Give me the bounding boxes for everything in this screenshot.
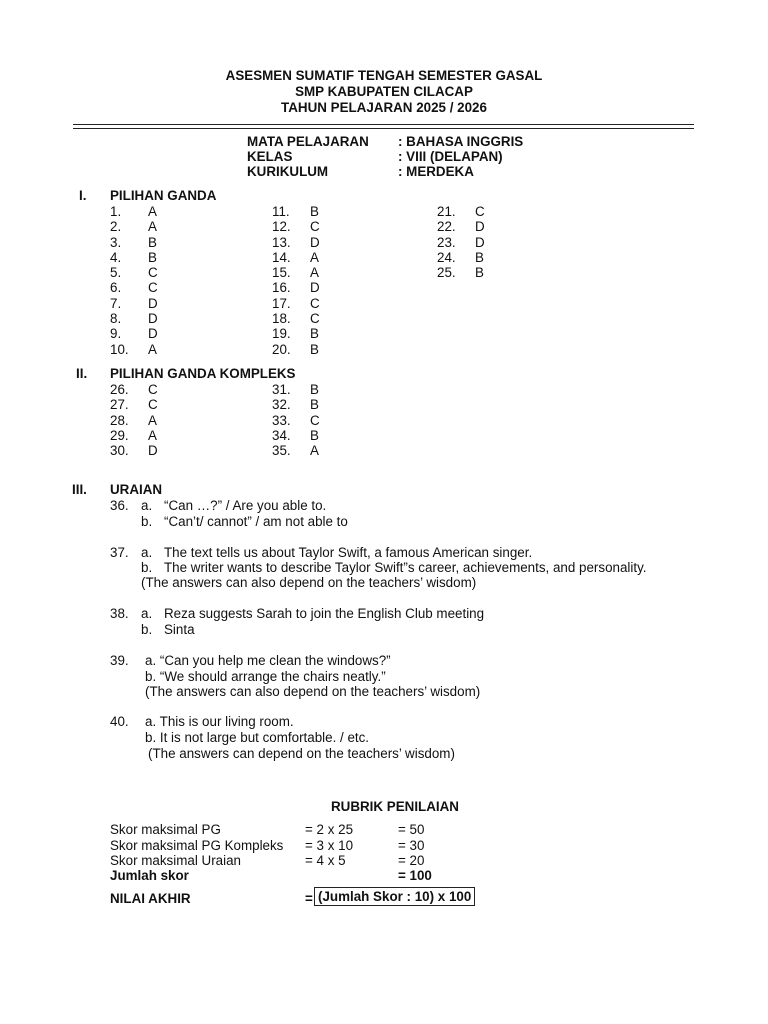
answer-row	[110, 311, 158, 326]
answer-row	[110, 342, 158, 357]
answer-row	[110, 397, 158, 412]
answer-row	[437, 235, 485, 250]
answer-row	[272, 443, 320, 458]
q36-b-text: “Can’t/ cannot” / am not able to	[164, 514, 348, 529]
answer-letter: D	[148, 443, 158, 459]
q36-a-letter: a.	[141, 498, 153, 513]
answer-row	[272, 219, 320, 234]
q38-a-text: Reza suggests Sarah to join the English Club meeting	[164, 606, 485, 621]
answer-row	[272, 428, 320, 443]
answer-row	[437, 204, 485, 219]
answer-row	[110, 382, 158, 397]
answer-number: 14.	[272, 249, 291, 265]
answer-row	[110, 443, 158, 458]
q36-a-text: “Can …?” / Are you able to.	[164, 498, 327, 513]
answer-number: 22.	[437, 219, 456, 235]
answer-row	[272, 311, 320, 326]
q37-a-text: The text tells us about Taylor Swift, a famous American singer.	[164, 545, 533, 560]
section2-numeral: II.	[76, 366, 88, 381]
rubric-total-label: Jumlah skor	[110, 868, 189, 883]
answer-number: 24.	[437, 249, 456, 265]
answer-number: 32.	[272, 397, 291, 413]
answer-number: 23.	[437, 234, 456, 250]
answer-row	[272, 250, 320, 265]
answer-number: 21.	[437, 204, 456, 219]
answer-row	[272, 397, 320, 412]
answer-letter: C	[310, 311, 320, 327]
rubric-label-uraian: Skor maksimal Uraian	[110, 853, 241, 868]
answer-letter: C	[310, 412, 320, 428]
q36-b-letter: b.	[141, 514, 153, 529]
answer-letter: B	[148, 249, 157, 265]
answer-number: 18.	[272, 311, 291, 327]
q37-number: 37.	[110, 545, 129, 560]
info-value-curriculum: : MERDEKA	[398, 164, 474, 179]
answer-row	[437, 219, 485, 234]
section2-title: PILIHAN GANDA KOMPLEKS	[110, 366, 296, 381]
answer-letter: B	[310, 382, 319, 397]
q37-note: (The answers can also depend on the teachers’ wisdom)	[141, 575, 477, 590]
answer-row	[110, 326, 158, 341]
answer-row	[437, 265, 485, 280]
answer-row	[437, 250, 485, 265]
answer-row	[110, 413, 158, 428]
answer-letter: B	[475, 249, 484, 265]
answer-number: 31.	[272, 382, 291, 397]
rubric-total-value: = 100	[398, 868, 432, 883]
answer-letter: B	[475, 265, 484, 281]
answer-letter: D	[148, 311, 158, 327]
final-score-equals: =	[305, 891, 313, 906]
q38-b-text: Sinta	[164, 622, 195, 637]
answer-number: 13.	[272, 234, 291, 250]
answer-letter: B	[310, 341, 319, 357]
section3-numeral: III.	[72, 482, 87, 497]
answer-letter: C	[148, 265, 158, 281]
info-label-curriculum: KURIKULUM	[247, 164, 329, 179]
answer-number: 4.	[110, 249, 122, 265]
answer-letter: B	[310, 397, 319, 413]
answer-number: 5.	[110, 265, 122, 281]
answer-letter: A	[310, 249, 319, 265]
rubric-result-uraian: = 20	[398, 853, 425, 868]
answer-letter: A	[148, 219, 157, 235]
answer-row	[110, 250, 158, 265]
answer-letter: C	[148, 382, 158, 397]
info-label-subject: MATA PELAJARAN	[247, 134, 369, 149]
answer-number: 10.	[110, 341, 129, 357]
answer-letter: B	[148, 234, 157, 250]
exam-title: ASESMEN SUMATIF TENGAH SEMESTER GASAL	[225, 68, 543, 83]
answer-row	[110, 296, 158, 311]
answer-row	[110, 219, 158, 234]
q39-b-line: b. “We should arrange the chairs neatly.”	[145, 669, 386, 684]
answer-row	[272, 204, 320, 219]
section1-col3	[437, 204, 485, 280]
q38-number: 38.	[110, 606, 129, 621]
answer-letter: C	[475, 204, 485, 219]
section1-title: PILIHAN GANDA	[110, 188, 217, 203]
answer-letter: A	[148, 204, 157, 219]
q40-b-line: b. It is not large but comfortable. / etc.	[145, 730, 370, 745]
answer-row	[110, 428, 158, 443]
answer-number: 2.	[110, 219, 122, 235]
answer-letter: A	[148, 427, 157, 443]
answer-number: 29.	[110, 427, 129, 443]
header-divider-bottom	[73, 128, 694, 129]
answer-row	[272, 235, 320, 250]
section3-title: URAIAN	[110, 482, 163, 497]
answer-number: 8.	[110, 311, 122, 327]
answer-row	[272, 382, 320, 397]
answer-letter: D	[310, 234, 320, 250]
answer-number: 17.	[272, 295, 291, 311]
academic-year: TAHUN PELAJARAN 2025 / 2026	[281, 100, 487, 115]
answer-letter: A	[310, 265, 319, 281]
answer-row	[272, 265, 320, 280]
info-value-subject: : BAHASA INGGRIS	[398, 134, 524, 149]
answer-letter: D	[475, 219, 485, 235]
q38-b-letter: b.	[141, 622, 153, 637]
answer-row	[272, 296, 320, 311]
answer-row	[272, 326, 320, 341]
rubric-label-pg: Skor maksimal PG	[110, 822, 221, 837]
q40-number: 40.	[110, 714, 129, 729]
section1-numeral: I.	[79, 188, 87, 203]
answer-number: 20.	[272, 341, 291, 357]
answer-row	[272, 280, 320, 295]
answer-letter: B	[310, 204, 319, 219]
answer-number: 30.	[110, 443, 129, 459]
rubric-formula-uraian: = 4 x 5	[305, 853, 346, 868]
section1-col2	[272, 204, 320, 357]
answer-letter: C	[310, 219, 320, 235]
answer-letter: C	[310, 295, 320, 311]
q36-number: 36.	[110, 498, 129, 513]
answer-row	[110, 280, 158, 295]
rubric-title: RUBRIK PENILAIAN	[331, 799, 459, 814]
answer-number: 12.	[272, 219, 291, 235]
q37-a-letter: a.	[141, 545, 153, 560]
q37-b-text: The writer wants to describe Taylor Swift”s career, achievements, and personality.	[164, 560, 647, 575]
answer-row	[110, 235, 158, 250]
section2-col2	[272, 382, 320, 458]
answer-letter: C	[148, 397, 158, 413]
answer-letter: D	[310, 280, 320, 296]
answer-number: 33.	[272, 412, 291, 428]
q39-a-line: a. “Can you help me clean the windows?”	[145, 653, 391, 668]
answer-row	[272, 413, 320, 428]
info-value-class: : VIII (DELAPAN)	[398, 149, 503, 164]
section1-col1	[110, 204, 158, 357]
q37-b-letter: b.	[141, 560, 153, 575]
answer-row	[272, 342, 320, 357]
answer-letter: C	[148, 280, 158, 296]
answer-number: 1.	[110, 204, 122, 219]
answer-number: 3.	[110, 234, 122, 250]
answer-row	[110, 265, 158, 280]
final-score-label: NILAI AKHIR	[110, 891, 191, 906]
answer-number: 9.	[110, 326, 122, 342]
info-label-class: KELAS	[247, 149, 293, 164]
rubric-label-pg-kompleks: Skor maksimal PG Kompleks	[110, 838, 284, 853]
rubric-result-pg-kompleks: = 30	[398, 838, 425, 853]
answer-number: 25.	[437, 265, 456, 281]
rubric-formula-pg-kompleks: = 3 x 10	[305, 838, 354, 853]
answer-letter: A	[148, 412, 157, 428]
answer-number: 35.	[272, 443, 291, 459]
answer-number: 26.	[110, 382, 129, 397]
answer-letter: B	[310, 427, 319, 443]
q40-a-line: a. This is our living room.	[145, 714, 294, 729]
answer-letter: B	[310, 326, 319, 342]
q38-a-letter: a.	[141, 606, 153, 621]
answer-number: 16.	[272, 280, 291, 296]
q39-number: 39.	[110, 653, 129, 668]
answer-letter: A	[310, 443, 319, 459]
answer-number: 6.	[110, 280, 122, 296]
q40-note: (The answers can depend on the teachers’ wisdom)	[148, 746, 455, 761]
rubric-result-pg: = 50	[398, 822, 425, 837]
answer-row	[110, 204, 158, 219]
answer-number: 19.	[272, 326, 291, 342]
answer-number: 7.	[110, 295, 122, 311]
answer-number: 11.	[272, 204, 290, 219]
answer-number: 15.	[272, 265, 291, 281]
answer-number: 34.	[272, 427, 291, 443]
answer-letter: D	[148, 326, 158, 342]
answer-letter: D	[475, 234, 485, 250]
section2-col1	[110, 382, 158, 458]
answer-number: 27.	[110, 397, 129, 413]
rubric-formula-pg: = 2 x 25	[305, 822, 354, 837]
answer-letter: D	[148, 295, 158, 311]
header-divider-top	[73, 124, 694, 125]
answer-letter: A	[148, 341, 157, 357]
answer-number: 28.	[110, 412, 129, 428]
school-name: SMP KABUPATEN CILACAP	[295, 84, 473, 99]
final-score-formula-box: (Jumlah Skor : 10) x 100	[314, 887, 475, 906]
q39-note: (The answers can also depend on the teachers’ wisdom)	[145, 684, 481, 699]
